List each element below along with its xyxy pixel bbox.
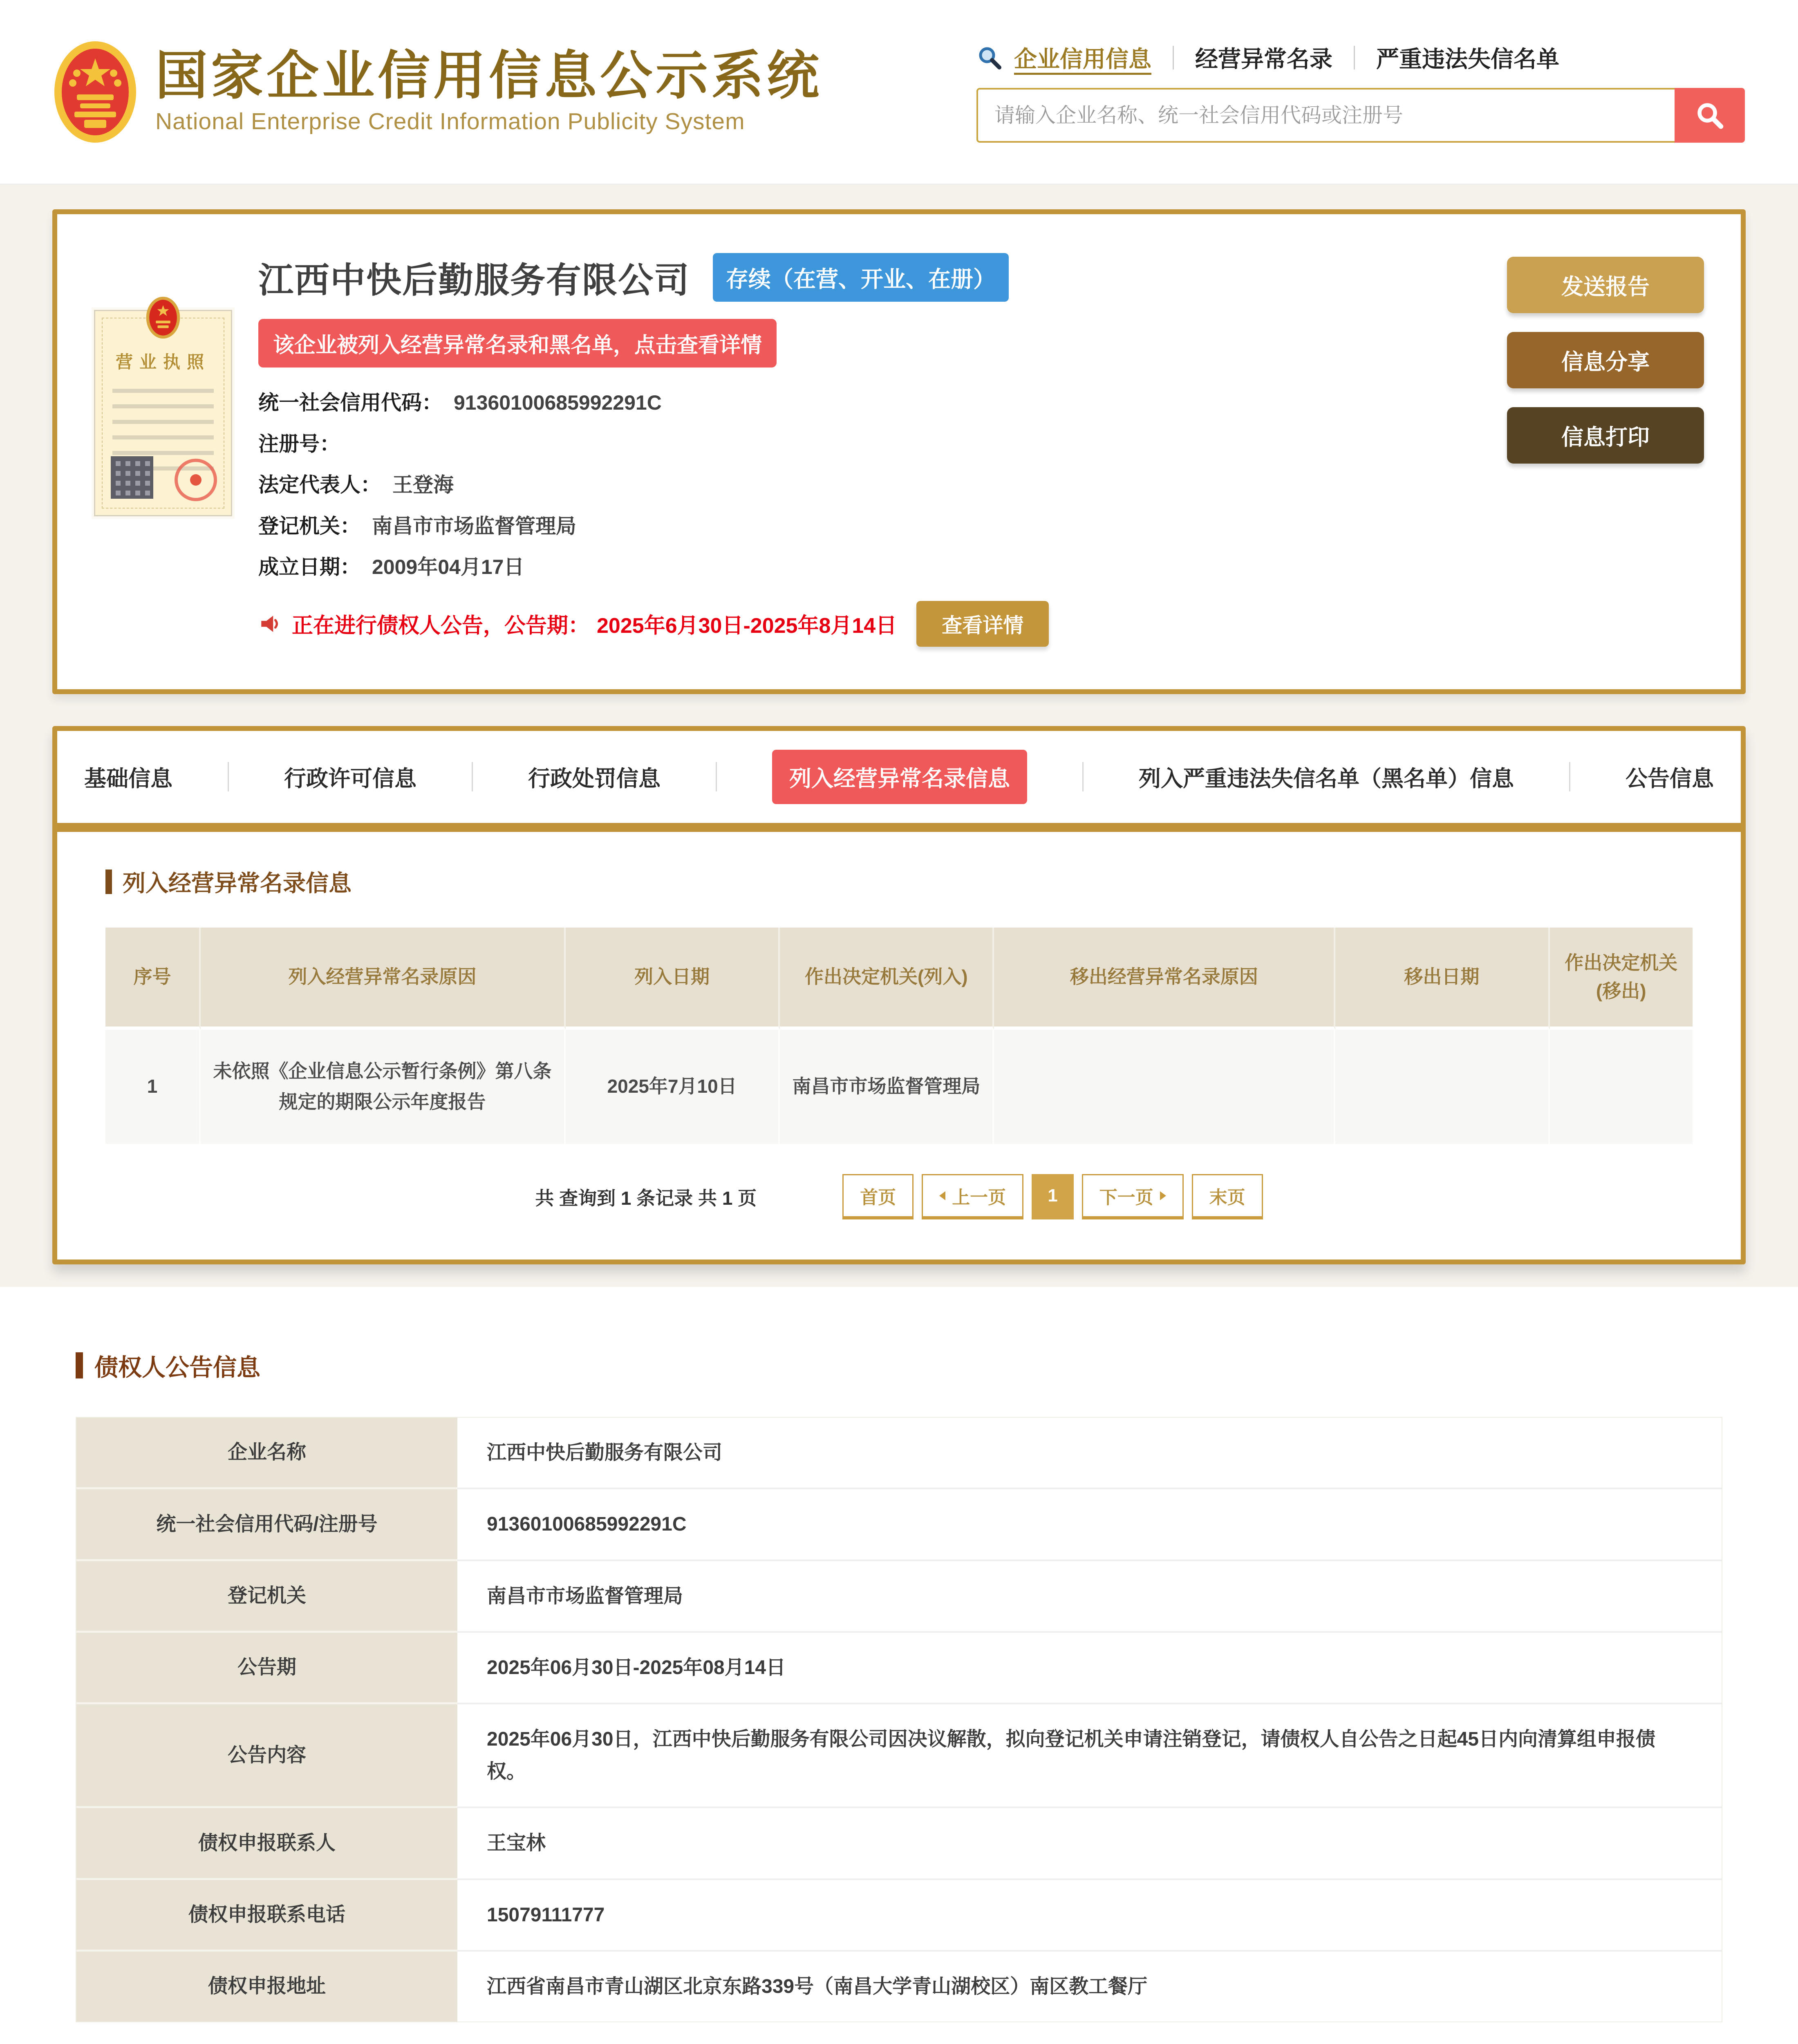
view-details-button[interactable]: 查看详情 xyxy=(916,601,1049,647)
abnormal-warning-badge[interactable]: 该企业被列入经营异常名录和黑名单，点击查看详情 xyxy=(258,319,777,368)
table-row-contact-phone xyxy=(76,1880,1722,1952)
column-header-list-date: 列入日期 xyxy=(566,928,780,1030)
company-name: 江西中快后勤服务有限公司 xyxy=(258,261,690,300)
table-row-company-name xyxy=(76,1418,1722,1489)
nav-divider xyxy=(1173,46,1174,69)
field-legal-representative xyxy=(258,470,1481,500)
cell-remove-authority xyxy=(1550,1030,1693,1144)
row-label: 债权申报联系人 xyxy=(76,1808,457,1880)
field-label: 成立日期： xyxy=(258,556,360,578)
row-label: 企业名称 xyxy=(76,1418,457,1489)
pagination-next-label: 下一页 xyxy=(1099,1188,1153,1208)
row-label: 登记机关 xyxy=(76,1561,457,1633)
tab-basic-info[interactable]: 基础信息 xyxy=(84,766,172,791)
header-right xyxy=(976,41,1745,143)
table-row-announcement-period xyxy=(76,1633,1722,1704)
creditor-announcement-row xyxy=(258,601,1481,647)
national-emblem-logo xyxy=(53,40,137,143)
tab-divider xyxy=(228,762,229,791)
section-marker xyxy=(105,870,112,894)
site-titles xyxy=(155,49,822,134)
cell-list-reason: 未依照《企业信息公示暂行条例》第八条规定的期限公示年度报告 xyxy=(201,1030,566,1144)
search-button[interactable] xyxy=(1675,88,1745,143)
cell-list-authority: 南昌市市场监督管理局 xyxy=(780,1030,994,1144)
field-credit-code xyxy=(258,388,1481,418)
field-value: 王登海 xyxy=(392,473,454,496)
row-label: 统一社会信用代码/注册号 xyxy=(76,1489,457,1561)
tab-administrative-license[interactable]: 行政许可信息 xyxy=(284,766,416,791)
field-label: 统一社会信用代码： xyxy=(258,391,442,414)
cell-index: 1 xyxy=(105,1030,201,1144)
tab-divider xyxy=(1082,762,1084,791)
status-badge: 存续（在营、开业、在册） xyxy=(713,253,1009,302)
cell-remove-reason xyxy=(994,1030,1335,1144)
tab-administrative-penalty[interactable]: 行政处罚信息 xyxy=(528,766,661,791)
field-label: 注册号： xyxy=(258,432,340,455)
nav-enterprise-credit-info[interactable]: 企业信用信息 xyxy=(1014,46,1151,72)
row-value: 南昌市市场监督管理局 xyxy=(457,1561,1722,1633)
tab-divider xyxy=(716,762,717,791)
announcement-horn-icon xyxy=(258,612,282,636)
cell-list-date: 2025年7月10日 xyxy=(566,1030,780,1144)
table-row-registration-authority xyxy=(76,1561,1722,1633)
info-share-button[interactable]: 信息分享 xyxy=(1507,332,1704,388)
row-value: 江西省南昌市青山湖区北京东路339号（南昌大学青山湖校区）南区教工餐厅 xyxy=(457,1952,1722,2022)
license-emblem-icon xyxy=(146,296,181,339)
company-fields xyxy=(258,388,1481,582)
top-nav xyxy=(976,41,1745,74)
nav-blacklist[interactable]: 严重违法失信名单 xyxy=(1376,46,1559,72)
field-registration-number xyxy=(258,429,1481,459)
send-report-button[interactable]: 发送报告 xyxy=(1507,257,1704,313)
row-value: 江西中快后勤服务有限公司 xyxy=(457,1418,1722,1489)
abnormal-section-header xyxy=(105,865,1693,898)
info-print-button[interactable]: 信息打印 xyxy=(1507,407,1704,464)
tab-abnormal-list[interactable]: 列入经营异常名录信息 xyxy=(772,750,1027,804)
tab-divider xyxy=(472,762,473,791)
abnormal-table xyxy=(105,928,1693,1144)
action-buttons xyxy=(1507,257,1704,647)
row-label: 债权申报联系电话 xyxy=(76,1880,457,1952)
company-info xyxy=(258,252,1481,647)
creditor-table xyxy=(76,1417,1722,2022)
nav-divider xyxy=(1354,46,1355,69)
field-value: 2009年04月17日 xyxy=(372,556,524,578)
detail-card xyxy=(52,726,1746,1265)
table-footer xyxy=(105,1174,1693,1219)
content-band xyxy=(0,185,1798,1287)
search-icon xyxy=(976,45,1003,71)
site-title: 国家企业信用信息公示系统 xyxy=(155,47,823,105)
row-value: 2025年06月30日-2025年08月14日 xyxy=(457,1633,1722,1704)
creditor-section-title: 债权人公告信息 xyxy=(94,1354,261,1381)
cell-remove-date xyxy=(1335,1030,1549,1144)
tab-content xyxy=(57,832,1741,1260)
pagination xyxy=(842,1174,1263,1219)
abnormal-section-title: 列入经营异常名录信息 xyxy=(123,870,352,896)
row-value: 2025年06月30日，江西中快后勤服务有限公司因决议解散，拟向登记机关申请注销登记，请债权人自公告之日起45日内向清算组申报债权。 xyxy=(457,1704,1722,1808)
row-value: 王宝林 xyxy=(457,1808,1722,1880)
table-row-credit-code xyxy=(76,1489,1722,1561)
company-card xyxy=(52,209,1746,694)
field-label: 登记机关： xyxy=(258,514,360,538)
search-bar xyxy=(976,88,1745,143)
chevron-right-icon xyxy=(1160,1191,1166,1200)
business-license-image xyxy=(94,310,232,516)
tab-announcements[interactable]: 公告信息 xyxy=(1626,766,1714,791)
table-row xyxy=(105,1030,1693,1144)
row-value: 91360100685992291C xyxy=(457,1489,1722,1561)
field-value: 南昌市市场监督管理局 xyxy=(372,514,576,538)
pagination-first-button[interactable]: 首页 xyxy=(842,1174,914,1219)
tab-divider xyxy=(1569,762,1570,791)
table-row-declaration-address xyxy=(76,1952,1722,2022)
table-row-contact-person xyxy=(76,1808,1722,1880)
column-header-index: 序号 xyxy=(105,928,201,1030)
pagination-prev-label: 上一页 xyxy=(952,1188,1006,1208)
pagination-last-button[interactable]: 末页 xyxy=(1192,1174,1263,1219)
pagination-page-1-button[interactable]: 1 xyxy=(1032,1174,1073,1219)
field-registration-authority xyxy=(258,511,1481,541)
logo-group xyxy=(53,40,822,143)
site-header xyxy=(0,0,1798,185)
pagination-prev-button[interactable] xyxy=(922,1174,1023,1219)
site-subtitle: National Enterprise Credit Information Publicity System xyxy=(155,108,745,134)
announcement-text: 正在进行债权人公告，公告期： xyxy=(292,614,590,638)
row-value: 15079111777 xyxy=(457,1880,1722,1952)
column-header-remove-date: 移出日期 xyxy=(1335,928,1549,1030)
announcement-period: 2025年6月30日-2025年8月14日 xyxy=(597,614,897,638)
creditor-section xyxy=(0,1287,1798,2044)
company-name-row xyxy=(258,252,1481,303)
field-label: 法定代表人： xyxy=(258,473,381,496)
records-summary: 共 查询到 1 条记录 共 1 页 xyxy=(535,1187,757,1209)
nav-abnormal-list[interactable]: 经营异常名录 xyxy=(1195,46,1332,72)
chevron-left-icon xyxy=(939,1191,945,1200)
license-qr-code xyxy=(111,456,153,499)
search-icon xyxy=(1694,100,1725,131)
license-title: 营业执照 xyxy=(115,352,210,372)
table-header-row xyxy=(105,928,1693,1030)
section-marker xyxy=(76,1352,83,1378)
column-header-list-reason: 列入经营异常名录原因 xyxy=(201,928,566,1030)
row-label: 公告期 xyxy=(76,1633,457,1704)
row-label: 公告内容 xyxy=(76,1704,457,1808)
column-header-remove-authority: 作出决定机关(移出) xyxy=(1550,928,1693,1030)
field-establishment-date xyxy=(258,552,1481,582)
field-value: 91360100685992291C xyxy=(454,391,662,414)
pagination-next-button[interactable] xyxy=(1082,1174,1184,1219)
search-input[interactable] xyxy=(976,88,1675,143)
tab-bar xyxy=(57,731,1741,832)
row-label: 债权申报地址 xyxy=(76,1952,457,2022)
table-row-announcement-content xyxy=(76,1704,1722,1808)
license-seal xyxy=(175,459,217,501)
column-header-remove-reason: 移出经营异常名录原因 xyxy=(994,928,1335,1030)
creditor-section-header xyxy=(76,1348,1722,1383)
tab-blacklist[interactable]: 列入严重违法失信名单（黑名单）信息 xyxy=(1139,766,1514,791)
column-header-list-authority: 作出决定机关(列入) xyxy=(780,928,994,1030)
